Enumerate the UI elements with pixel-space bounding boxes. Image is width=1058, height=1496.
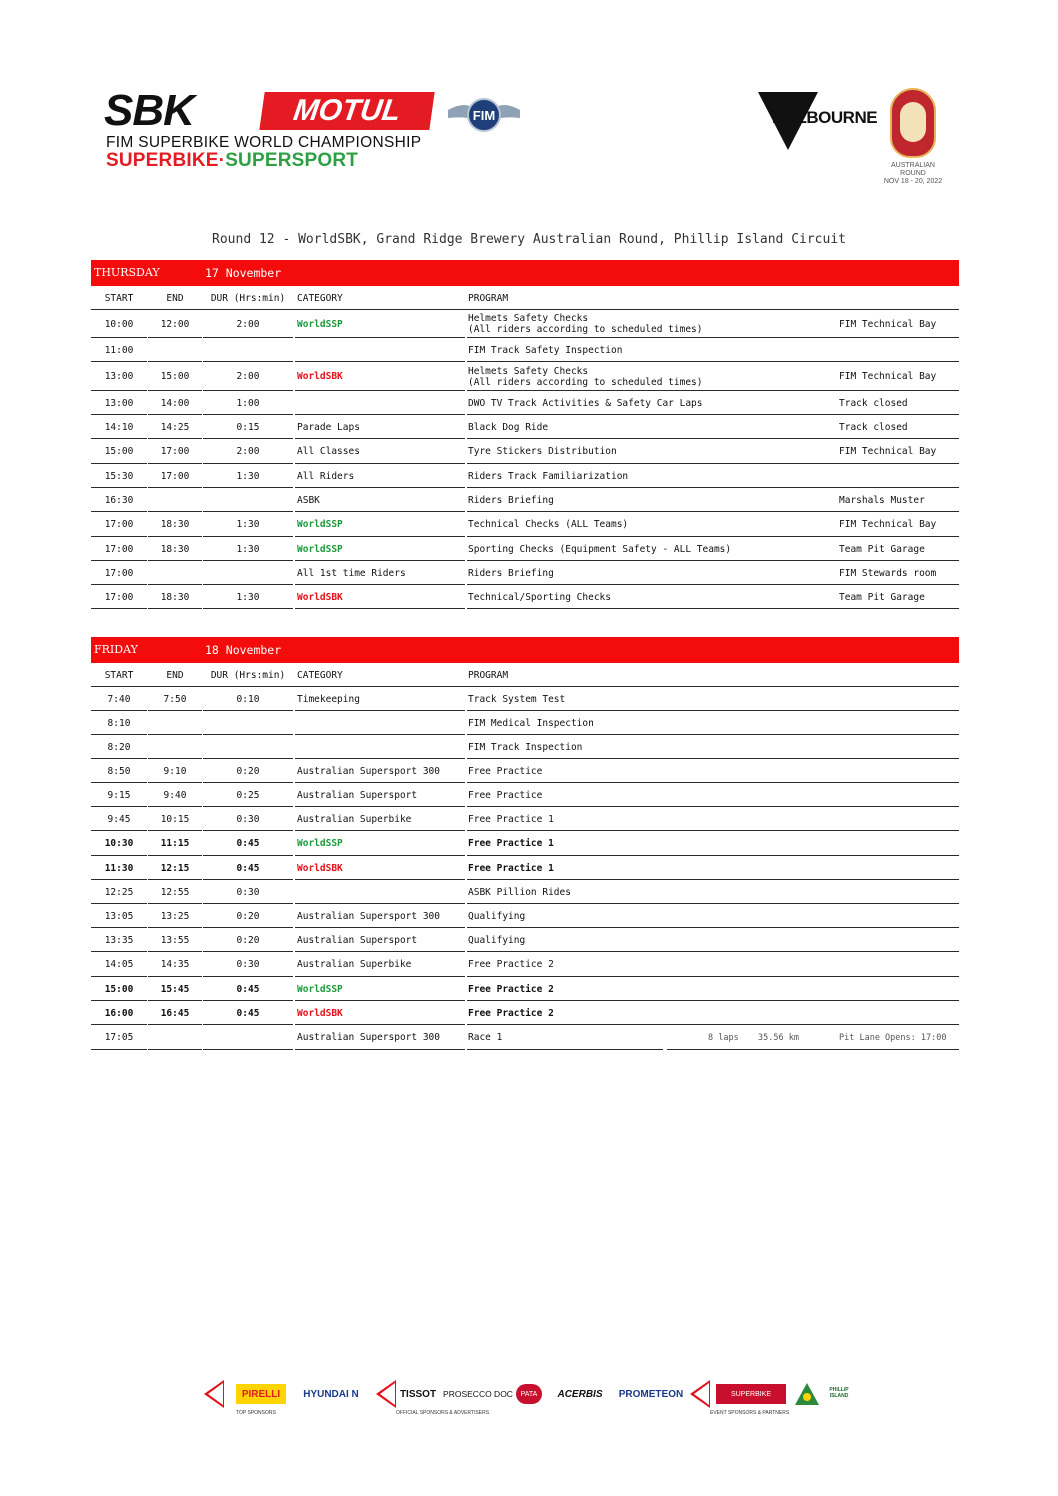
start-time: 14:05 xyxy=(104,959,134,970)
location xyxy=(839,904,959,928)
melbourne-text: MELBOURNE xyxy=(772,108,878,127)
location: Team Pit Garage xyxy=(839,543,925,555)
superbike-partner-logo: SUPERBIKE xyxy=(716,1384,786,1404)
program: Riders Briefing xyxy=(468,494,554,506)
category: All Riders xyxy=(297,470,355,482)
table-row xyxy=(91,783,959,807)
prometeon-logo: PROMETEON xyxy=(618,1388,684,1400)
table-row xyxy=(91,856,959,880)
category: WorldSBK xyxy=(297,1007,343,1019)
program xyxy=(468,362,834,391)
program: Free Practice 2 xyxy=(468,983,554,995)
grand-ridge-badge-icon xyxy=(890,88,936,158)
melbourne-logo xyxy=(758,92,878,152)
location xyxy=(839,783,959,807)
table-row xyxy=(91,687,959,711)
program: Qualifying xyxy=(468,910,526,922)
table-row xyxy=(91,880,959,904)
table-row xyxy=(91,711,959,735)
category xyxy=(297,880,465,904)
end-time: 18:30 xyxy=(160,591,190,603)
duration xyxy=(203,488,293,512)
category: All 1st time Riders xyxy=(297,567,406,579)
chevron-icon xyxy=(204,1380,224,1408)
location: FIM Technical Bay xyxy=(839,446,937,457)
day-header xyxy=(91,260,959,286)
pirelli-logo: PIRELLI xyxy=(236,1384,286,1404)
end-time: 15:00 xyxy=(160,371,190,382)
end-time xyxy=(148,338,202,362)
duration xyxy=(203,711,293,735)
day-name: FRIDAY xyxy=(94,643,138,656)
category: Australian Supersport 300 xyxy=(297,1032,440,1043)
start-time: 15:00 xyxy=(104,983,134,995)
start-time: 17:00 xyxy=(104,567,134,579)
start-time: 11:30 xyxy=(104,862,134,874)
prosecco-logo: PROSECCO DOC xyxy=(443,1389,513,1399)
location xyxy=(839,807,959,831)
sbk-motul-logo xyxy=(104,86,434,171)
table-row xyxy=(91,831,959,856)
program: Free Practice xyxy=(468,765,543,777)
category: Parade Laps xyxy=(297,421,360,433)
championship-classes: SUPERBIKE·SUPERSPORT xyxy=(106,150,359,171)
start-time: 17:00 xyxy=(104,543,134,555)
duration xyxy=(203,735,293,759)
table-row xyxy=(91,735,959,759)
duration xyxy=(203,338,293,362)
location xyxy=(839,856,959,880)
category: ASBK xyxy=(297,494,320,506)
table-row xyxy=(91,759,959,783)
friday-schedule xyxy=(91,637,959,1050)
end-time xyxy=(148,735,202,759)
table-row xyxy=(91,488,959,512)
table-row xyxy=(91,585,959,609)
sbk-wordmark: SBK xyxy=(104,86,194,135)
end-time: 11:15 xyxy=(160,838,190,849)
location xyxy=(839,464,959,488)
duration: 2:00 xyxy=(236,318,260,330)
pata-logo: PATA xyxy=(516,1384,542,1404)
table-row xyxy=(91,464,959,488)
end-time xyxy=(148,1025,202,1050)
location: FIM Technical Bay xyxy=(839,318,937,330)
category: WorldSBK xyxy=(297,371,343,382)
program: ASBK Pillion Rides xyxy=(468,886,571,898)
start-time: 8:50 xyxy=(107,765,131,777)
program: Free Practice xyxy=(468,789,543,801)
fim-logo xyxy=(446,96,522,134)
start-time: 13:05 xyxy=(104,910,134,922)
chevron-icon xyxy=(376,1380,396,1408)
table-row xyxy=(91,1001,959,1025)
location: Track closed xyxy=(839,397,908,409)
triangle-partner-icon xyxy=(794,1382,820,1406)
end-time: 15:45 xyxy=(160,983,190,995)
duration: 0:45 xyxy=(236,983,260,995)
program: DWO TV Track Activities & Safety Car Laps xyxy=(468,397,703,409)
day-date: 18 November xyxy=(205,643,282,657)
location xyxy=(839,759,959,783)
start-time: 17:00 xyxy=(104,591,134,603)
end-time: 9:40 xyxy=(163,789,187,801)
program-line: Helmets Safety Checks xyxy=(468,365,589,377)
category: WorldSBK xyxy=(297,591,343,603)
duration: 1:30 xyxy=(236,519,260,530)
start-time: 10:00 xyxy=(104,318,134,330)
category: WorldSSP xyxy=(297,318,343,330)
program: Technical Checks (ALL Teams) xyxy=(468,519,629,530)
end-time xyxy=(148,561,202,585)
fim-logo-text: FIM xyxy=(472,108,496,123)
start-time: 7:40 xyxy=(107,693,131,705)
table-row xyxy=(91,338,959,362)
category: Australian Supersport 300 xyxy=(297,765,440,777)
category xyxy=(297,735,465,759)
program: Race 1 xyxy=(468,1032,503,1043)
category: Timekeeping xyxy=(297,693,360,705)
start-time: 13:00 xyxy=(104,371,134,382)
start-time: 13:35 xyxy=(104,934,134,946)
tissot-logo: TISSOT xyxy=(399,1388,437,1400)
sponsors-strip: PIRELLI HYUNDAI N TOP SPONSORS TISSOT PROSECCO DOC PATA ACERBIS PROMETEON OFFICIAL SPONSORS & ADVERTISERS SUPERBIKE PHILLIP ISLAND EVENT SPONSORS & PARTNERS xyxy=(200,1376,860,1420)
table-row xyxy=(91,928,959,952)
location: FIM Technical Bay xyxy=(839,519,937,530)
end-time: 17:00 xyxy=(160,446,190,457)
category xyxy=(297,338,465,362)
duration: 0:30 xyxy=(236,813,260,825)
category: All Classes xyxy=(297,446,360,457)
table-row xyxy=(91,561,959,585)
category xyxy=(297,711,465,735)
duration: 2:00 xyxy=(236,446,260,457)
location xyxy=(839,831,959,856)
start-time: 9:45 xyxy=(107,813,131,825)
duration: 0:15 xyxy=(236,421,260,433)
end-time: 16:45 xyxy=(160,1007,190,1019)
duration: 0:45 xyxy=(236,1007,260,1019)
laps: 8 laps xyxy=(708,1032,739,1043)
program: Free Practice 1 xyxy=(468,862,554,874)
end-time: 14:35 xyxy=(160,959,190,970)
start-time: 10:30 xyxy=(104,838,134,849)
category: Australian Superbike xyxy=(297,959,412,970)
end-time: 7:50 xyxy=(163,693,187,705)
start-time: 15:30 xyxy=(104,470,134,482)
start-time: 17:00 xyxy=(104,519,134,530)
duration: 1:30 xyxy=(236,591,260,603)
location xyxy=(839,338,959,362)
program: Riders Track Familiarization xyxy=(468,470,629,482)
location xyxy=(839,687,959,711)
acerbis-logo: ACERBIS xyxy=(557,1388,603,1400)
thursday-schedule xyxy=(91,260,959,609)
program: Riders Briefing xyxy=(468,567,554,579)
program: Technical/Sporting Checks xyxy=(468,591,611,603)
program: Free Practice 1 xyxy=(468,813,554,825)
category: WorldSBK xyxy=(297,862,343,874)
start-time: 16:30 xyxy=(104,494,134,506)
program: Tyre Stickers Distribution xyxy=(468,446,617,457)
program-line: (All riders according to scheduled times) xyxy=(468,376,703,388)
location: Pit Lane Opens: 17:00 xyxy=(839,1032,947,1043)
category: WorldSSP xyxy=(297,983,343,995)
start-time: 13:00 xyxy=(104,397,134,409)
grand-ridge-logo xyxy=(882,88,944,185)
duration: 0:30 xyxy=(236,959,260,970)
column-headers: START END DUR (Hrs:min) CATEGORY PROGRAM xyxy=(91,286,959,310)
location: Marshals Muster xyxy=(839,494,925,506)
location xyxy=(839,1001,959,1025)
start-time: 11:00 xyxy=(104,344,134,356)
program: Free Practice 2 xyxy=(468,1007,554,1019)
duration: 0:25 xyxy=(236,789,260,801)
location: FIM Stewards room xyxy=(839,567,937,579)
table-row xyxy=(91,904,959,928)
day-date: 17 November xyxy=(205,266,282,280)
start-time: 15:00 xyxy=(104,446,134,457)
start-time: 8:10 xyxy=(107,717,131,729)
category: WorldSSP xyxy=(297,838,343,849)
location xyxy=(839,952,959,977)
start-time: 17:05 xyxy=(104,1032,134,1043)
end-time: 9:10 xyxy=(163,765,187,777)
day-header xyxy=(91,637,959,663)
end-time: 13:55 xyxy=(160,934,190,946)
duration: 1:30 xyxy=(236,470,260,482)
location xyxy=(839,880,959,904)
table-row xyxy=(91,362,959,391)
start-time: 16:00 xyxy=(104,1007,134,1019)
end-time: 14:25 xyxy=(160,421,190,433)
table-row xyxy=(91,537,959,561)
duration: 1:00 xyxy=(236,397,260,409)
end-time xyxy=(148,488,202,512)
duration: 0:30 xyxy=(236,886,260,898)
start-time: 14:10 xyxy=(104,421,134,433)
start-time: 8:20 xyxy=(107,741,131,753)
category: Australian Superbike xyxy=(297,813,412,825)
program: Qualifying xyxy=(468,934,526,946)
category: WorldSSP xyxy=(297,543,343,555)
end-time xyxy=(148,711,202,735)
program: Free Practice 2 xyxy=(468,959,554,970)
program xyxy=(468,310,834,338)
championship-name: FIM SUPERBIKE WORLD CHAMPIONSHIP xyxy=(106,134,422,151)
end-time: 12:15 xyxy=(160,862,190,874)
end-time: 10:15 xyxy=(160,813,190,825)
motul-logo: MOTUL xyxy=(259,92,434,130)
end-time: 12:55 xyxy=(160,886,190,898)
table-row xyxy=(91,977,959,1001)
chevron-icon xyxy=(690,1380,710,1408)
category: WorldSSP xyxy=(297,519,343,530)
table-row xyxy=(91,439,959,464)
duration: 1:30 xyxy=(236,543,260,555)
duration xyxy=(203,1025,293,1050)
duration: 0:45 xyxy=(236,862,260,874)
duration: 0:20 xyxy=(236,910,260,922)
duration: 2:00 xyxy=(236,371,260,382)
program: Black Dog Ride xyxy=(468,421,549,433)
table-row xyxy=(91,1025,959,1050)
location xyxy=(839,711,959,735)
program: FIM Track Inspection xyxy=(468,741,583,753)
category xyxy=(297,391,465,415)
program: Sporting Checks (Equipment Safety - ALL Teams) xyxy=(468,543,732,555)
distance: 35.56 km xyxy=(758,1032,799,1043)
duration: 0:45 xyxy=(236,838,260,849)
table-row xyxy=(91,807,959,831)
location xyxy=(839,735,959,759)
category: Australian Supersport xyxy=(297,934,418,946)
end-time: 13:25 xyxy=(160,910,190,922)
location: Track closed xyxy=(839,421,908,433)
table-row xyxy=(91,415,959,439)
category: Australian Supersport 300 xyxy=(297,910,440,922)
end-time: 14:00 xyxy=(160,397,190,409)
program: Track System Test xyxy=(468,693,566,705)
column-headers: START END DUR (Hrs:min) CATEGORY PROGRAM xyxy=(91,663,959,687)
phillip-island-logo: PHILLIP ISLAND xyxy=(829,1387,849,1399)
duration: 0:10 xyxy=(236,693,260,705)
end-time: 12:00 xyxy=(160,318,190,330)
program: FIM Medical Inspection xyxy=(468,717,594,729)
program-line: Helmets Safety Checks xyxy=(468,313,589,324)
category: Australian Supersport xyxy=(297,789,418,801)
table-row xyxy=(91,512,959,537)
duration: 0:20 xyxy=(236,934,260,946)
grand-ridge-caption: AUSTRALIAN ROUND NOV 18 - 20, 2022 xyxy=(883,162,943,185)
table-row xyxy=(91,310,959,338)
program-line: (All riders according to scheduled times) xyxy=(468,324,703,335)
program: Free Practice 1 xyxy=(468,838,554,849)
end-time: 18:30 xyxy=(160,543,190,555)
location xyxy=(839,977,959,1001)
location: FIM Technical Bay xyxy=(839,371,937,382)
end-time: 17:00 xyxy=(160,470,190,482)
day-name: THURSDAY xyxy=(94,266,160,279)
location xyxy=(839,928,959,952)
table-row xyxy=(91,391,959,415)
program: FIM Track Safety Inspection xyxy=(468,344,623,356)
duration: 0:20 xyxy=(236,765,260,777)
table-row xyxy=(91,952,959,977)
start-time: 12:25 xyxy=(104,886,134,898)
start-time: 9:15 xyxy=(107,789,131,801)
duration xyxy=(203,561,293,585)
end-time: 18:30 xyxy=(160,519,190,530)
hyundai-logo: HYUNDAI N xyxy=(303,1388,359,1400)
location: Team Pit Garage xyxy=(839,591,925,603)
round-title: Round 12 - WorldSBK, Grand Ridge Brewery Australian Round, Phillip Island Circuit xyxy=(212,232,846,247)
